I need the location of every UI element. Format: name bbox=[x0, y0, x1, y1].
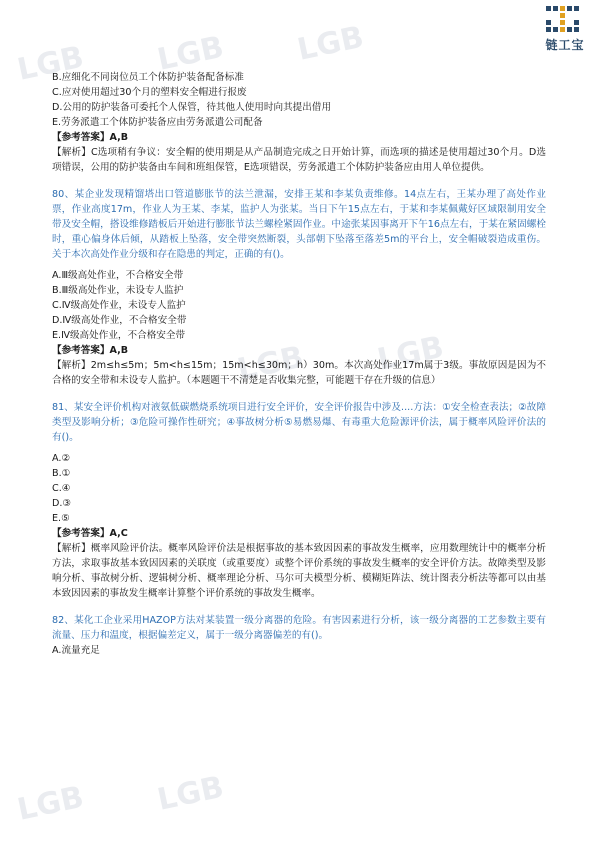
option-a: A.流量充足 bbox=[52, 645, 100, 656]
option-c: C.④ bbox=[52, 483, 71, 494]
brand-logo bbox=[540, 6, 590, 56]
watermark-text: LGB bbox=[154, 29, 227, 78]
option-c: C.应对使用超过30个月的塑料安全帽进行报废 bbox=[52, 87, 247, 98]
reference-answer: 【参考答案】A,B bbox=[52, 345, 129, 356]
analysis-text: 【解析】C选项稍有争议：安全帽的使用期是从产品制造完成之日开始计算，而选项的描述是使用超过30个月。D选项错误，公用的防护装备由车间和班组保管，E选项错误，劳务派遣工个体防护装备应由用人单位提供。 bbox=[52, 147, 546, 173]
option-a: A.Ⅲ级高处作业，不合格安全带 bbox=[52, 270, 184, 281]
watermark-text: LGB bbox=[154, 769, 227, 818]
question-80-stem: 80、某企业发现精馏塔出口管道膨胀节的法兰泄漏，安排王某和李某负责维修。14点左右，王某办理了高处作业票，作业高度17m，作业人为王某、李某，监护人为张某。当日下午15点左右，于某和李某佩戴好区域限制用安全带及安全帽，搭设维修踏板后开始进行膨胀节法兰螺栓紧固作业。中途张某因事离开下午16点左右，于某在紧固螺栓时，重心偏身体后倾，从踏板上坠落，安全带突然断裂，头部朝下坠落至落差5m的平台上，安全帽破裂造成重伤。关于本次高处作业分级和存在隐患的判定，正确的有()。 bbox=[52, 189, 546, 260]
logo-text: 链工宝 bbox=[545, 38, 585, 52]
watermark-text: LGB bbox=[234, 339, 307, 388]
reference-answer: 【参考答案】A,B bbox=[52, 132, 129, 143]
option-e: E.劳务派遣工个体防护装备应由劳务派遣公司配备 bbox=[52, 117, 263, 128]
logo-grid-icon bbox=[546, 6, 584, 36]
analysis-text: 【解析】2m≤h≤5m；5m<h≤15m；15m<h≤30m；h）30m。本次高处作业17m属于3级。事故原因是因为不合格的安全带和未设专人监护。（本题题干不清楚是否收集完整，可能题干存在升级的信息） bbox=[52, 360, 546, 386]
watermark-text: LGB bbox=[294, 19, 367, 68]
option-d: D.Ⅳ级高处作业，不合格安全带 bbox=[52, 315, 187, 326]
option-b: B.① bbox=[52, 468, 71, 479]
watermark-text: LGB bbox=[14, 39, 87, 88]
option-b: B.Ⅲ级高处作业，未设专人监护 bbox=[52, 285, 184, 296]
option-d: D.③ bbox=[52, 498, 72, 509]
option-d: D.公用的防护装备可委托个人保管，待其他人使用时向其提出借用 bbox=[52, 102, 332, 113]
option-e: E.⑤ bbox=[52, 513, 70, 524]
watermark-text: LGB bbox=[374, 329, 447, 378]
reference-answer: 【参考答案】A,C bbox=[52, 528, 128, 539]
analysis-text: 【解析】概率风险评价法。概率风险评价法是根据事故的基本致因因素的事故发生概率，应用数理统计中的概率分析方法，求取事故基本致因因素的关联度（或重要度）或整个评价系统的事故发生概率的安全评价方法。故障类型及影响分析、事故树分析、逻辑树分析、概率理论分析、马尔可夫模型分析、模糊矩阵法、统计图表分析法等都可以由基本致因因素的事故发生概率计算整个评价系统的事故发生概率。 bbox=[52, 543, 546, 599]
option-b: B.应细化不同岗位员工个体防护装备配备标准 bbox=[52, 72, 244, 83]
option-c: C.Ⅳ级高处作业，未设专人监护 bbox=[52, 300, 186, 311]
watermark-text: LGB bbox=[14, 779, 87, 828]
question-82-stem: 82、某化工企业采用HAZOP方法对某装置一级分离器的危险。有害因素进行分析，该一级分离器的工艺参数主要有流量、压力和温度，根据偏差定义，属于一级分离器偏差的有()。 bbox=[52, 615, 546, 641]
question-81-stem: 81、某安全评价机构对液氨低碳燃烧系统项目进行安全评价，安全评价报告中涉及....方法：①安全检查表法；②故障类型及影响分析；③危险可操作性研究；④事故树分析⑤易燃易爆、有毒重大危险源评价法，属于概率风险评价法的有()。 bbox=[52, 402, 546, 443]
document-body bbox=[52, 70, 546, 658]
option-a: A.② bbox=[52, 453, 71, 464]
option-e: E.Ⅳ级高处作业，不合格安全带 bbox=[52, 330, 186, 341]
